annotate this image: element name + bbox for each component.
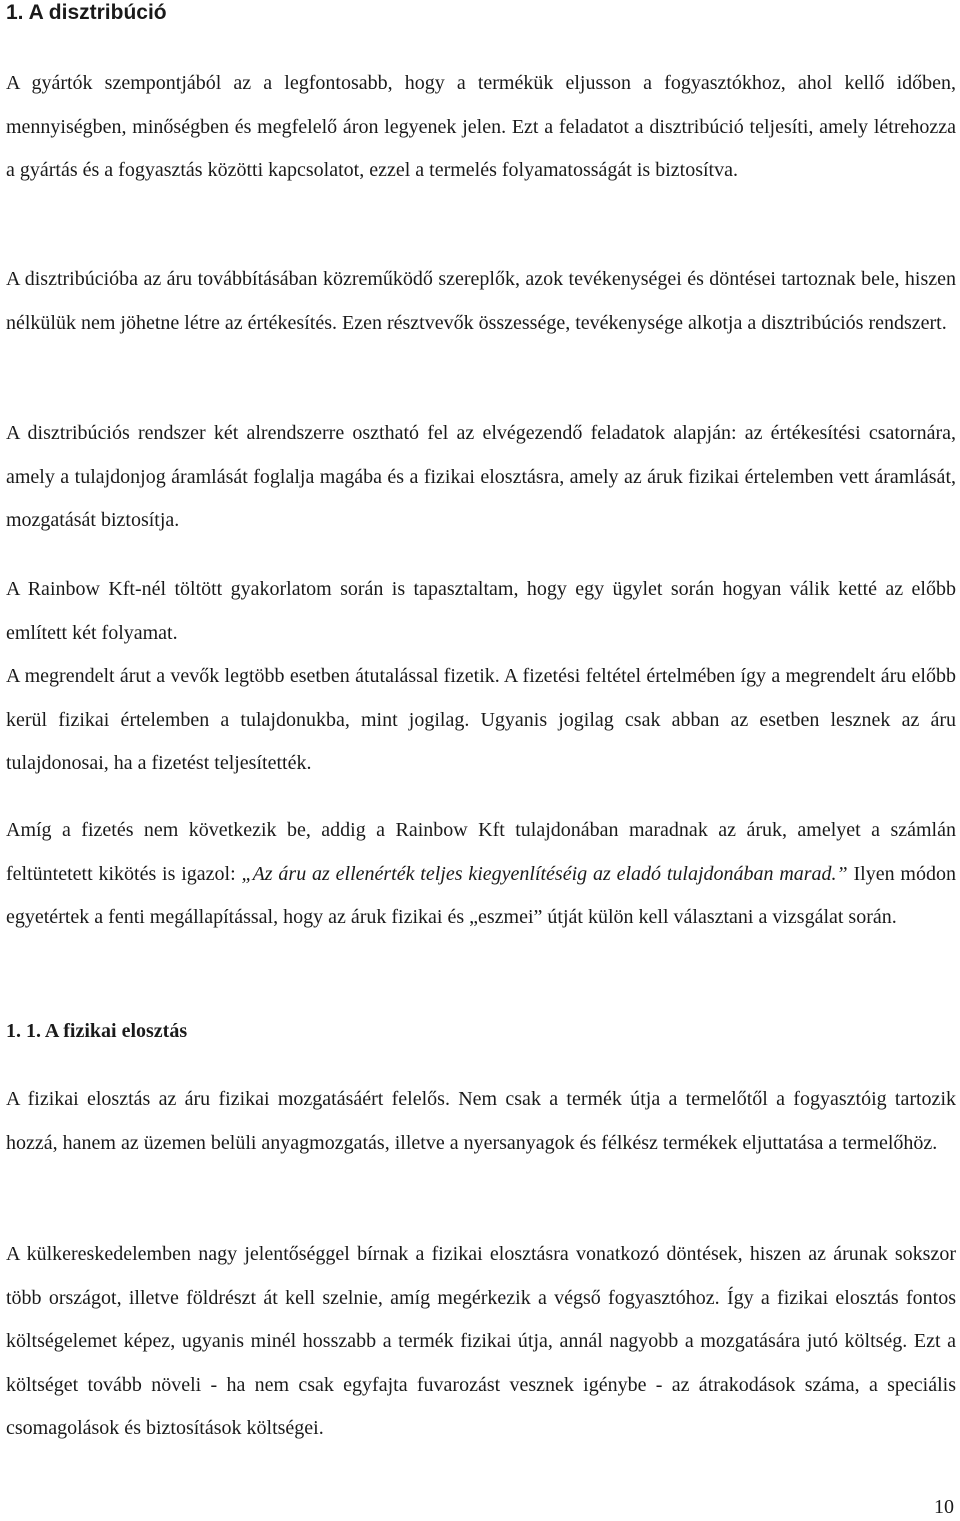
paragraph-participants: A disztribúcióba az áru továbbításában közreműködő szereplők, azok tevékenységei és döntései tartoznak bele, hiszen nélkülük nem jöhetne létre az értékesítés. Ezen résztvevők összessége, tevékenysége alkotja a disztribúciós rendszert.: [6, 268, 956, 334]
paragraph-physical-distribution: A fizikai elosztás az áru fizikai mozgatásáért felelős. Nem csak a termék útja a termelőtől a fogyasztóig tartozik hozzá, hanem az üzemen belüli anyagmozgatás, illetve a nyersanyagok és félkész termékek eljuttatása a termelőhöz.: [6, 1088, 956, 1154]
invoice-clause-quote: „Az áru az ellenérték teljes kiegyenlítéséig az eladó tulajdonában marad.”: [241, 862, 848, 885]
paragraph-payment: A megrendelt árut a vevők legtöbb esetben átutalással fizetik. A fizetési feltétel értelmében így a megrendelt áru előbb kerül fizikai értelemben a tulajdonukba, mint jogilag. Ugyanis jogilag csak abban az esetben lesznek az áru tulajdonosai, ha a fizetést teljesítették.: [6, 665, 956, 774]
page-number: 10: [934, 1496, 954, 1518]
section-heading: 1. A disztribúció: [6, 1, 167, 24]
paragraph-subsystems: A disztribúciós rendszer két alrendszerre osztható fel az elvégezendő feladatok alapján: az értékesítési csatornára, amely a tulajdonjog áramlását foglalja magába és a fizikai elosztásra, amely az áruk fizikai értelemben vett áramlását, mozgatását biztosítja.: [6, 422, 956, 531]
paragraph-rainbow-experience: A Rainbow Kft-nél töltött gyakorlatom során is tapasztaltam, hogy egy ügylet során hogyan válik ketté az előbb említett két folyamat.: [6, 578, 956, 644]
quote-lead-text: Amíg a fizetés nem következik be, addig a Rainbow Kft tulajdonában maradnak az áruk, amelyet a számlán feltüntetett kikötés is igazol:: [6, 819, 956, 885]
paragraph-foreign-trade: A külkereskedelemben nagy jelentőséggel bírnak a fizikai elosztásra vonatkozó döntések, hiszen az árunak sokszor több országot, illetve földrészt át kell szelnie, amíg megérkezik a végső fogyasztóhoz. Így a fizikai elosztás fontos költségelemet képez, ugyanis minél hosszabb a termék fizikai útja, annál nagyobb a mozgatására jutó költség. Ezt a költséget tovább növeli - ha nem csak egyfajta fuvarozást vesznek igénybe - az átrakodások száma, a speciális csomagolások és biztosítások költségei.: [6, 1243, 956, 1439]
quote-trail-text: Ilyen módon egyetértek a fenti megállapítással, hogy az áruk fizikai és „eszmei” útját külön kell választani a vizsgálat során.: [6, 862, 956, 928]
subsection-heading: 1. 1. A fizikai elosztás: [6, 1020, 188, 1042]
paragraph-ownership-quote: [6, 809, 956, 940]
paragraph-intro: A gyártók szempontjából az a legfontosabb, hogy a termékük eljusson a fogyasztókhoz, ahol kellő időben, mennyiségben, minőségben és megfelelő áron legyenek jelen. Ezt a feladatot a disztribúció teljesíti, amely létrehozza a gyártás és a fogyasztás közötti kapcsolatot, ezzel a termelés folyamatosságát is biztosítva.: [6, 72, 956, 181]
